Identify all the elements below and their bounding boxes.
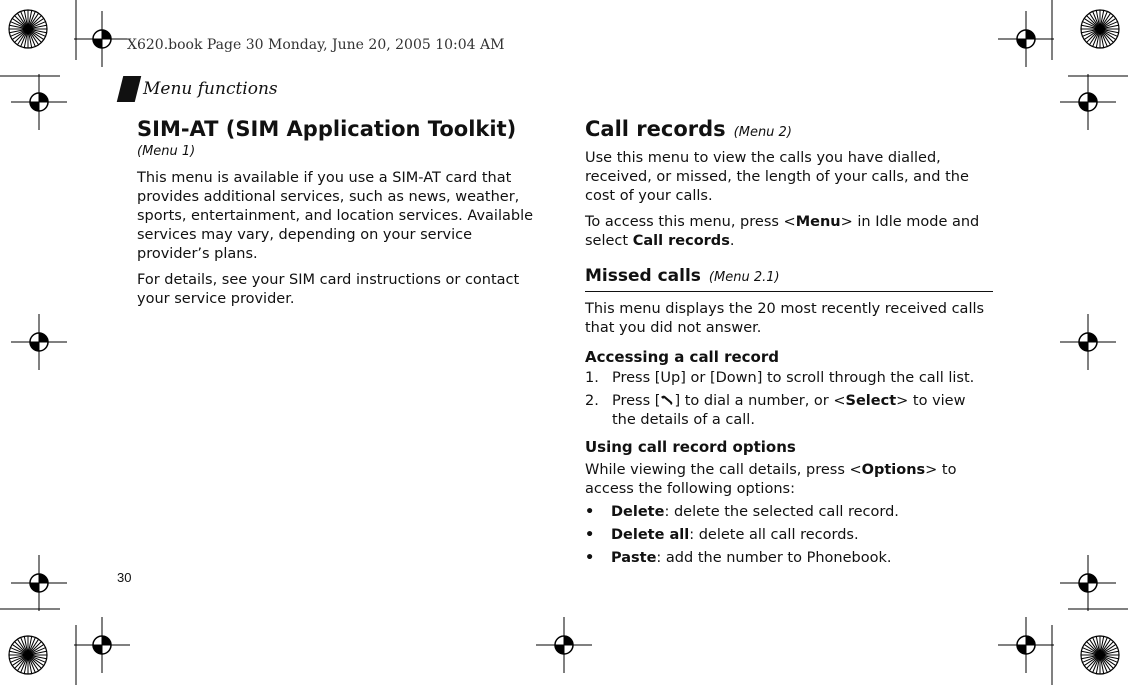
step-1-text: Press [Up] or [Down] to scroll through the call list. bbox=[612, 370, 975, 386]
option-delete-all bbox=[585, 526, 993, 545]
option-delete-term: Delete bbox=[611, 504, 665, 520]
select-key: Select bbox=[845, 393, 897, 409]
call-records-title: Call records bbox=[585, 117, 726, 141]
access-text-middle: > in Idle mode and select bbox=[585, 214, 980, 249]
send-key-icon bbox=[660, 394, 674, 406]
option-delete-desc: : delete the selected call record. bbox=[664, 504, 899, 520]
book-info-header: X620.book Page 30 Monday, June 20, 2005 10:04 AM bbox=[127, 37, 505, 53]
missed-calls-menu-ref: (Menu 2.1) bbox=[708, 270, 780, 285]
option-delete-all-text bbox=[611, 526, 859, 545]
call-records-menu-ref: (Menu 2) bbox=[733, 125, 792, 140]
step-2-pre: Press [ bbox=[612, 393, 661, 409]
left-column bbox=[137, 116, 542, 316]
option-delete-all-desc: : delete all call records. bbox=[689, 527, 859, 543]
option-delete-text bbox=[611, 503, 899, 522]
bullet-marker: • bbox=[585, 504, 595, 520]
options-key: Options bbox=[861, 462, 926, 478]
missed-calls-title: Missed calls bbox=[585, 266, 701, 286]
bullet-marker: • bbox=[585, 527, 595, 543]
section-title: Menu functions bbox=[143, 79, 278, 99]
step-2-text bbox=[612, 392, 993, 430]
option-paste-term: Paste bbox=[611, 550, 657, 566]
sim-at-description: This menu is available if you use a SIM-AT card that provides additional services, such as news, weather, sports, entertainment, and location services. Available services may vary, depending on your service provider’s plans. bbox=[137, 170, 534, 262]
bullet-marker: • bbox=[585, 550, 595, 566]
options-intro bbox=[585, 461, 993, 499]
options-intro-pre: While viewing the call details, press < bbox=[585, 462, 862, 478]
option-delete-all-term: Delete all bbox=[611, 527, 690, 543]
options-intro-post: > to access the following options: bbox=[585, 462, 957, 497]
menu-key: Menu bbox=[795, 214, 841, 230]
access-text-suffix: . bbox=[729, 233, 735, 249]
call-records-target: Call records bbox=[632, 233, 730, 249]
option-paste bbox=[585, 549, 993, 568]
step-2-end: > to view the details of a call. bbox=[612, 393, 966, 428]
page-number: 30 bbox=[117, 570, 132, 585]
step-1 bbox=[585, 369, 993, 388]
step-2 bbox=[585, 392, 993, 430]
option-paste-desc: : add the number to Phonebook. bbox=[656, 550, 892, 566]
step-2-post: ] to dial a number, or < bbox=[674, 393, 846, 409]
sim-at-heading: SIM-AT (SIM Application Toolkit) bbox=[137, 117, 517, 141]
accessing-record-heading: Accessing a call record bbox=[585, 348, 779, 366]
options-heading: Using call record options bbox=[585, 438, 796, 456]
option-paste-text bbox=[611, 549, 891, 568]
call-records-heading bbox=[585, 116, 993, 143]
step-1-number: 1. bbox=[585, 370, 599, 386]
step-2-number: 2. bbox=[585, 393, 599, 409]
missed-calls-description: This menu displays the 20 most recently received calls that you did not answer. bbox=[585, 301, 985, 336]
right-column bbox=[585, 116, 993, 568]
missed-calls-heading bbox=[585, 265, 993, 292]
sim-at-details: For details, see your SIM card instructions or contact your service provider. bbox=[137, 272, 520, 307]
sim-at-menu-ref: (Menu 1) bbox=[137, 144, 196, 159]
option-delete bbox=[585, 503, 993, 522]
access-text-prefix: To access this menu, press < bbox=[585, 214, 796, 230]
call-records-intro: Use this menu to view the calls you have dialled, received, or missed, the length of your calls, and the cost of your calls. bbox=[585, 150, 969, 204]
call-records-access bbox=[585, 213, 993, 251]
